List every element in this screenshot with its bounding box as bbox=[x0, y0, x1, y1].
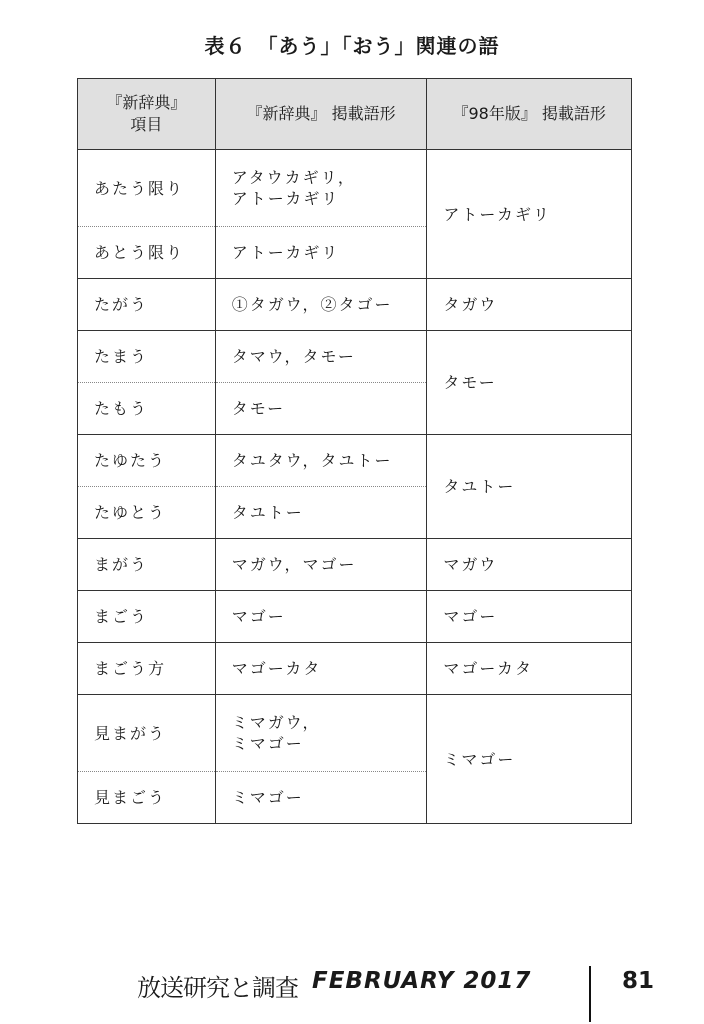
item-cell: 見まがう bbox=[78, 695, 216, 772]
table-row bbox=[78, 331, 632, 383]
header-98-form: 『98年版』 掲載語形 bbox=[427, 79, 632, 150]
table-row bbox=[78, 150, 632, 227]
page-number: 81 bbox=[622, 968, 655, 994]
shinjiten-form-cell: マゴーカタ bbox=[215, 643, 427, 695]
table-row bbox=[78, 591, 632, 643]
shinjiten-form-cell: マガウ，マゴー bbox=[215, 539, 427, 591]
item-cell: たゆとう bbox=[78, 487, 216, 539]
item-cell: 見まごう bbox=[78, 772, 216, 824]
98-form-cell: ミマゴー bbox=[427, 695, 632, 824]
98-form-cell: マガウ bbox=[427, 539, 632, 591]
table-row bbox=[78, 539, 632, 591]
table-row bbox=[78, 279, 632, 331]
shinjiten-form-cell: アトーカギリ bbox=[215, 227, 427, 279]
item-cell: たまう bbox=[78, 331, 216, 383]
table-row bbox=[78, 435, 632, 487]
table-row bbox=[78, 643, 632, 695]
item-cell: たがう bbox=[78, 279, 216, 331]
98-form-cell: アトーカギリ bbox=[427, 150, 632, 279]
issue-date: FEBRUARY 2017 bbox=[312, 968, 532, 994]
shinjiten-form-cell: タモー bbox=[215, 383, 427, 435]
shinjiten-form-cell: マゴー bbox=[215, 591, 427, 643]
item-cell: たもう bbox=[78, 383, 216, 435]
shinjiten-form-cell: タユタウ，タユトー bbox=[215, 435, 427, 487]
shinjiten-form-cell: タマウ，タモー bbox=[215, 331, 427, 383]
item-cell: あたう限り bbox=[78, 150, 216, 227]
shinjiten-form-cell: タユトー bbox=[215, 487, 427, 539]
item-cell: たゆたう bbox=[78, 435, 216, 487]
98-form-cell: マゴーカタ bbox=[427, 643, 632, 695]
header-shinjiten-form: 『新辞典』 掲載語形 bbox=[215, 79, 427, 150]
98-form-cell: マゴー bbox=[427, 591, 632, 643]
shinjiten-form-cell: ①タガウ，②タゴー bbox=[215, 279, 427, 331]
related-words-table bbox=[77, 78, 632, 824]
footer-divider bbox=[589, 966, 591, 1022]
item-cell: まごう方 bbox=[78, 643, 216, 695]
98-form-cell: タユトー bbox=[427, 435, 632, 539]
table-header-row bbox=[78, 79, 632, 150]
shinjiten-form-cell: ミマガウ， ミマゴー bbox=[215, 695, 427, 772]
table-title: 表６ 「あう」「おう」関連の語 bbox=[204, 34, 500, 58]
item-cell: まがう bbox=[78, 539, 216, 591]
table-row bbox=[78, 695, 632, 772]
98-form-cell: タガウ bbox=[427, 279, 632, 331]
item-cell: あとう限り bbox=[78, 227, 216, 279]
magazine-name: 放送研究と調査 bbox=[137, 974, 298, 1002]
shinjiten-form-cell: アタウカギリ， アトーカギリ bbox=[215, 150, 427, 227]
item-cell: まごう bbox=[78, 591, 216, 643]
shinjiten-form-cell: ミマゴー bbox=[215, 772, 427, 824]
98-form-cell: タモー bbox=[427, 331, 632, 435]
header-item: 『新辞典』 項目 bbox=[78, 79, 216, 150]
